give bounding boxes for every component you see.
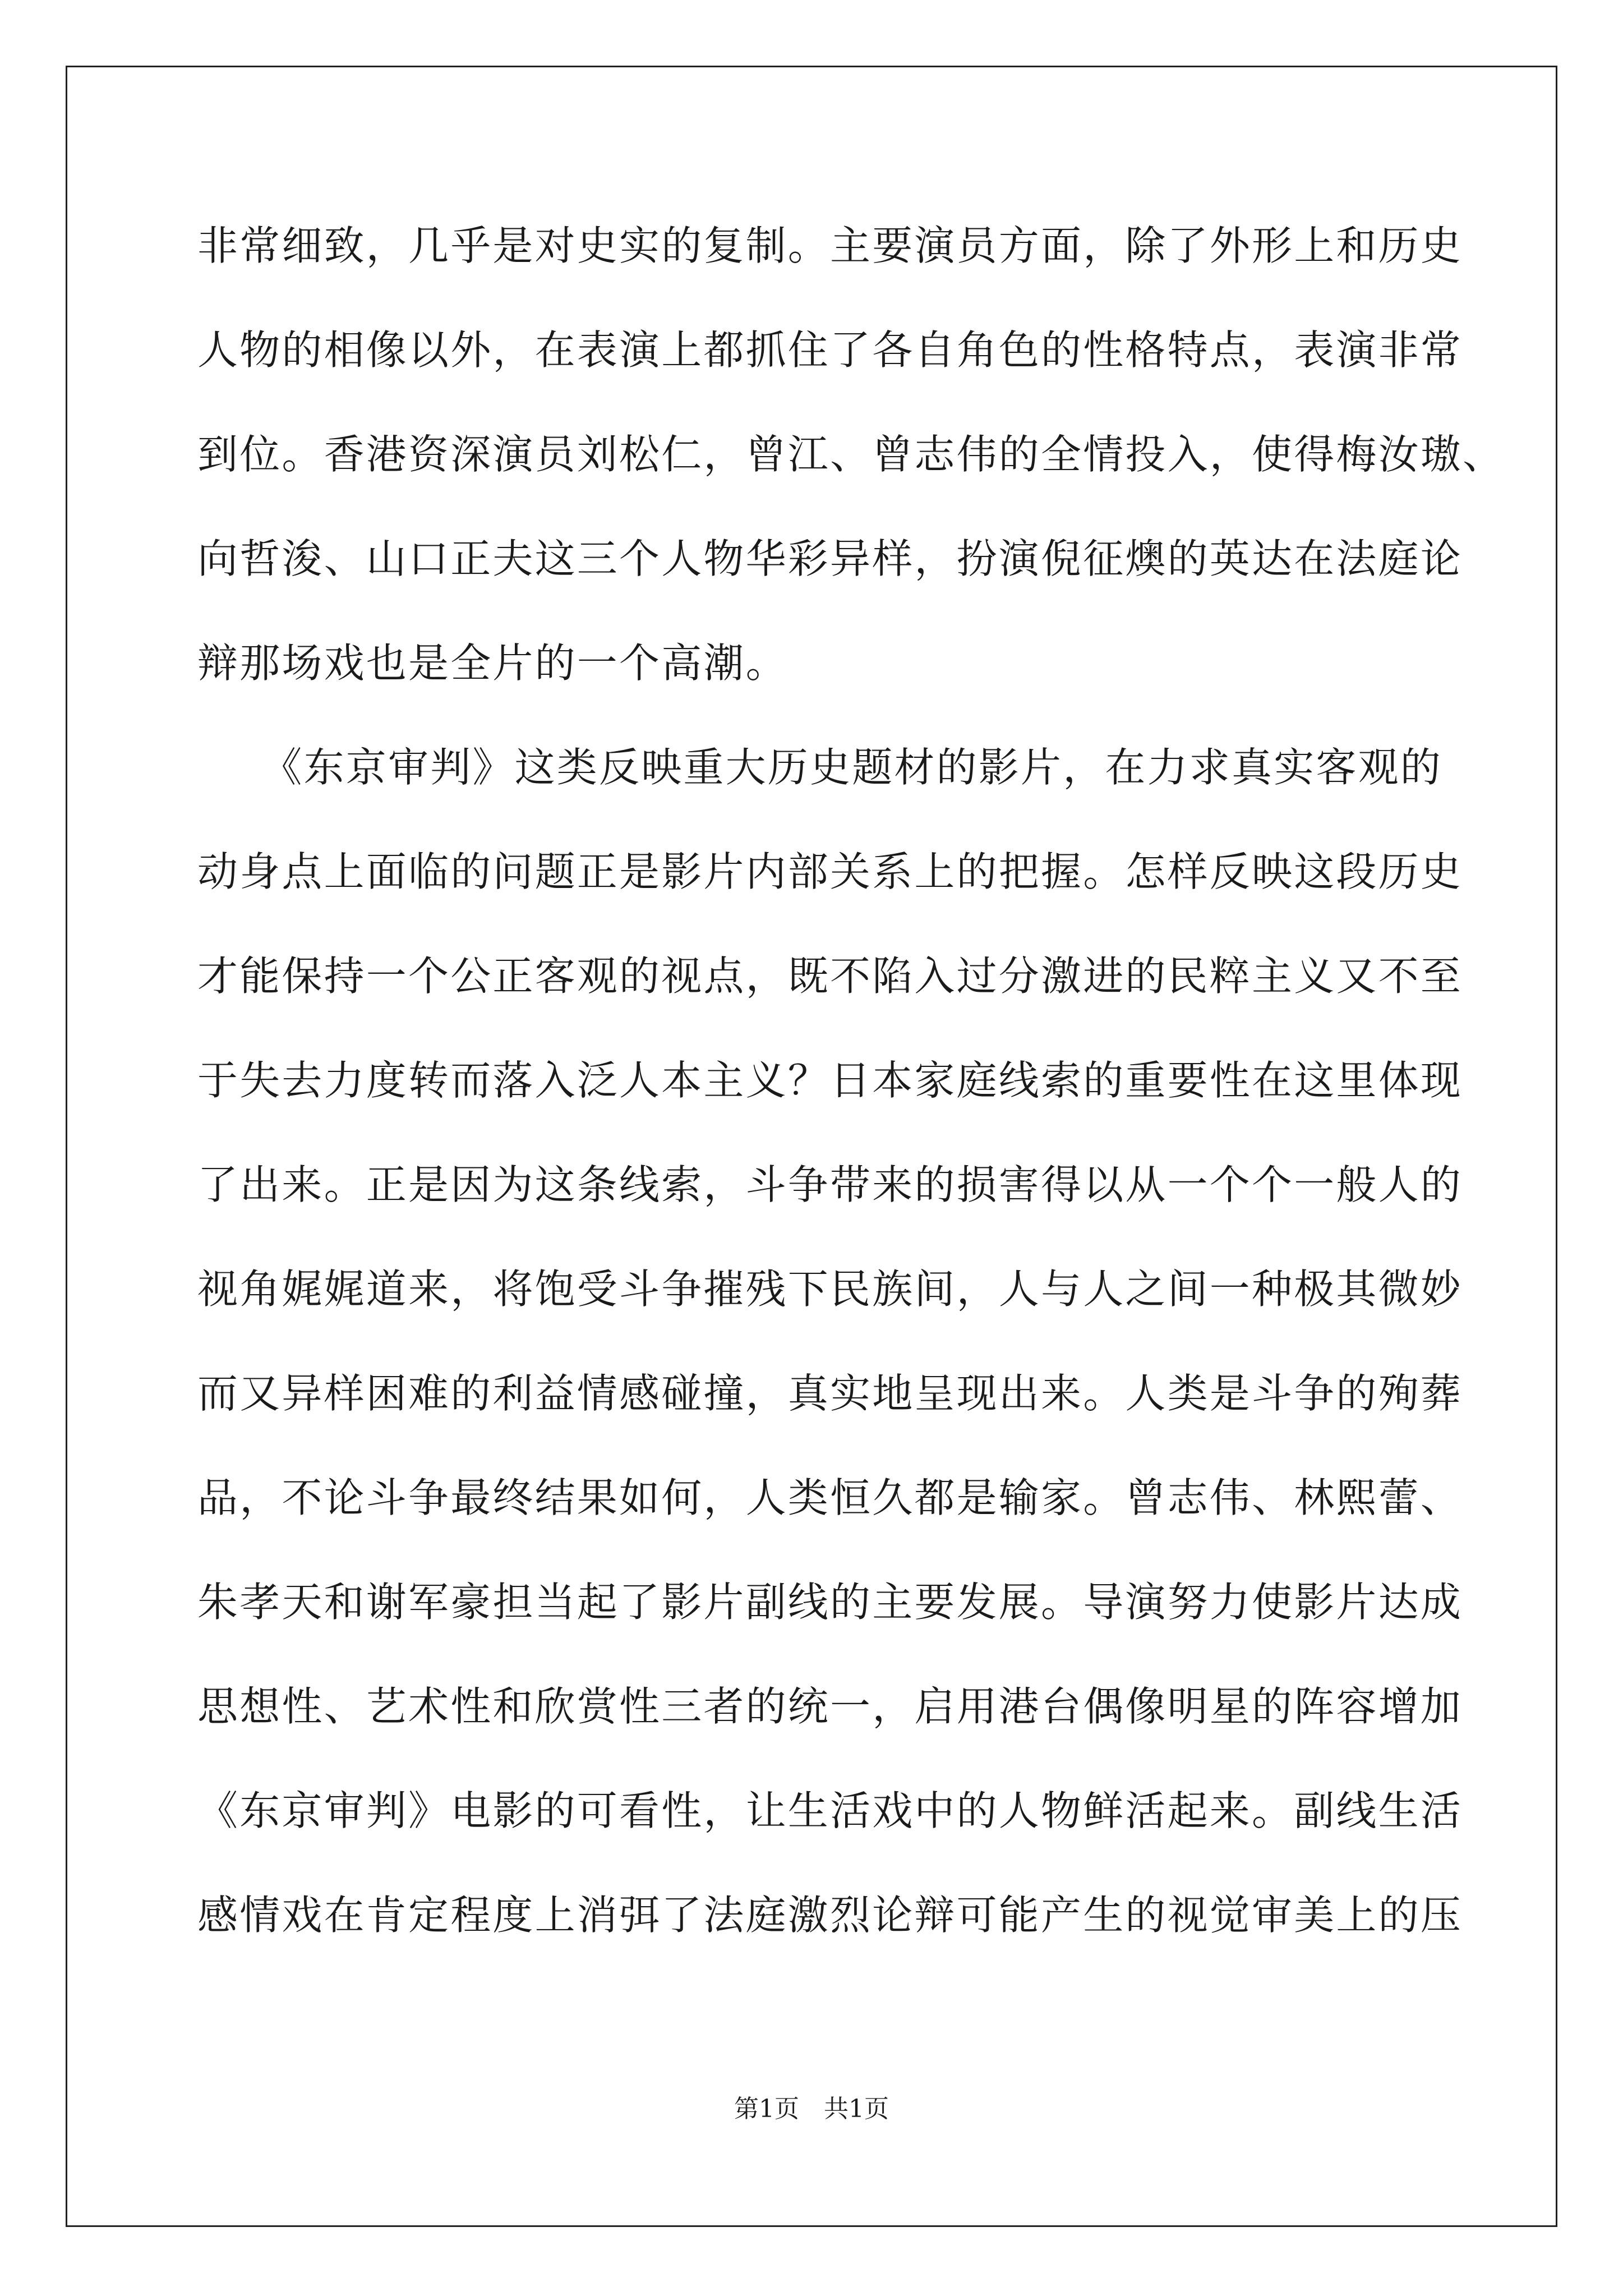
text-line: 《东京审判》这类反映重大历史题材的影片，在力求真实客观的 [197, 744, 1443, 791]
text-line: 非常细致，几乎是对史实的复制。主要演员方面，除了外形上和历史 [197, 222, 1463, 269]
text-line: 动身点上面临的问题正是影片内部关系上的把握。怎样反映这段历史 [197, 848, 1463, 895]
text-line: 《东京审判》电影的可看性，让生活戏中的人物鲜活起来。副线生活 [197, 1787, 1463, 1834]
text-line: 思想性、艺术性和欣赏性三者的统一，启用港台偶像明星的阵容增加 [197, 1683, 1463, 1730]
page-footer [0, 2095, 1623, 2123]
text-line: 人物的相像以外，在表演上都抓住了各自角色的性格特点，表演非常 [197, 326, 1463, 374]
text-line: 了出来。正是因为这条线索，斗争带来的损害得以从一个个一般人的 [197, 1161, 1463, 1208]
text-line: 到位。香港资深演员刘松仁，曾江、曾志伟的全情投入，使得梅汝璈、 [197, 431, 1505, 478]
text-line: 朱孝天和谢军豪担当起了影片副线的主要发展。导演努力使影片达成 [197, 1579, 1463, 1626]
text-line: 视角娓娓道来，将饱受斗争摧残下民族间，人与人之间一种极其微妙 [197, 1266, 1463, 1313]
document-body [197, 222, 1505, 1995]
text-line: 而又异样困难的利益情感碰撞，真实地呈现出来。人类是斗争的殉葬 [197, 1370, 1463, 1417]
text-line: 辩那场戏也是全片的一个高潮。 [197, 639, 788, 687]
text-line: 向哲浚、山口正夫这三个人物华彩异样，扮演倪征燠的英达在法庭论 [197, 535, 1463, 582]
text-line: 感情戏在肯定程度上消弭了法庭激烈论辩可能产生的视觉审美上的压 [197, 1892, 1463, 1939]
page-number-label: 第1页 共1页 [734, 2095, 889, 2123]
text-line: 于失去力度转而落入泛人本主义？日本家庭线索的重要性在这里体现 [197, 1057, 1463, 1104]
text-line: 品，不论斗争最终结果如何，人类恒久都是输家。曾志伟、林熙蕾、 [197, 1474, 1463, 1521]
text-line: 才能保持一个公正客观的视点，既不陷入过分激进的民粹主义又不至 [197, 953, 1463, 1000]
